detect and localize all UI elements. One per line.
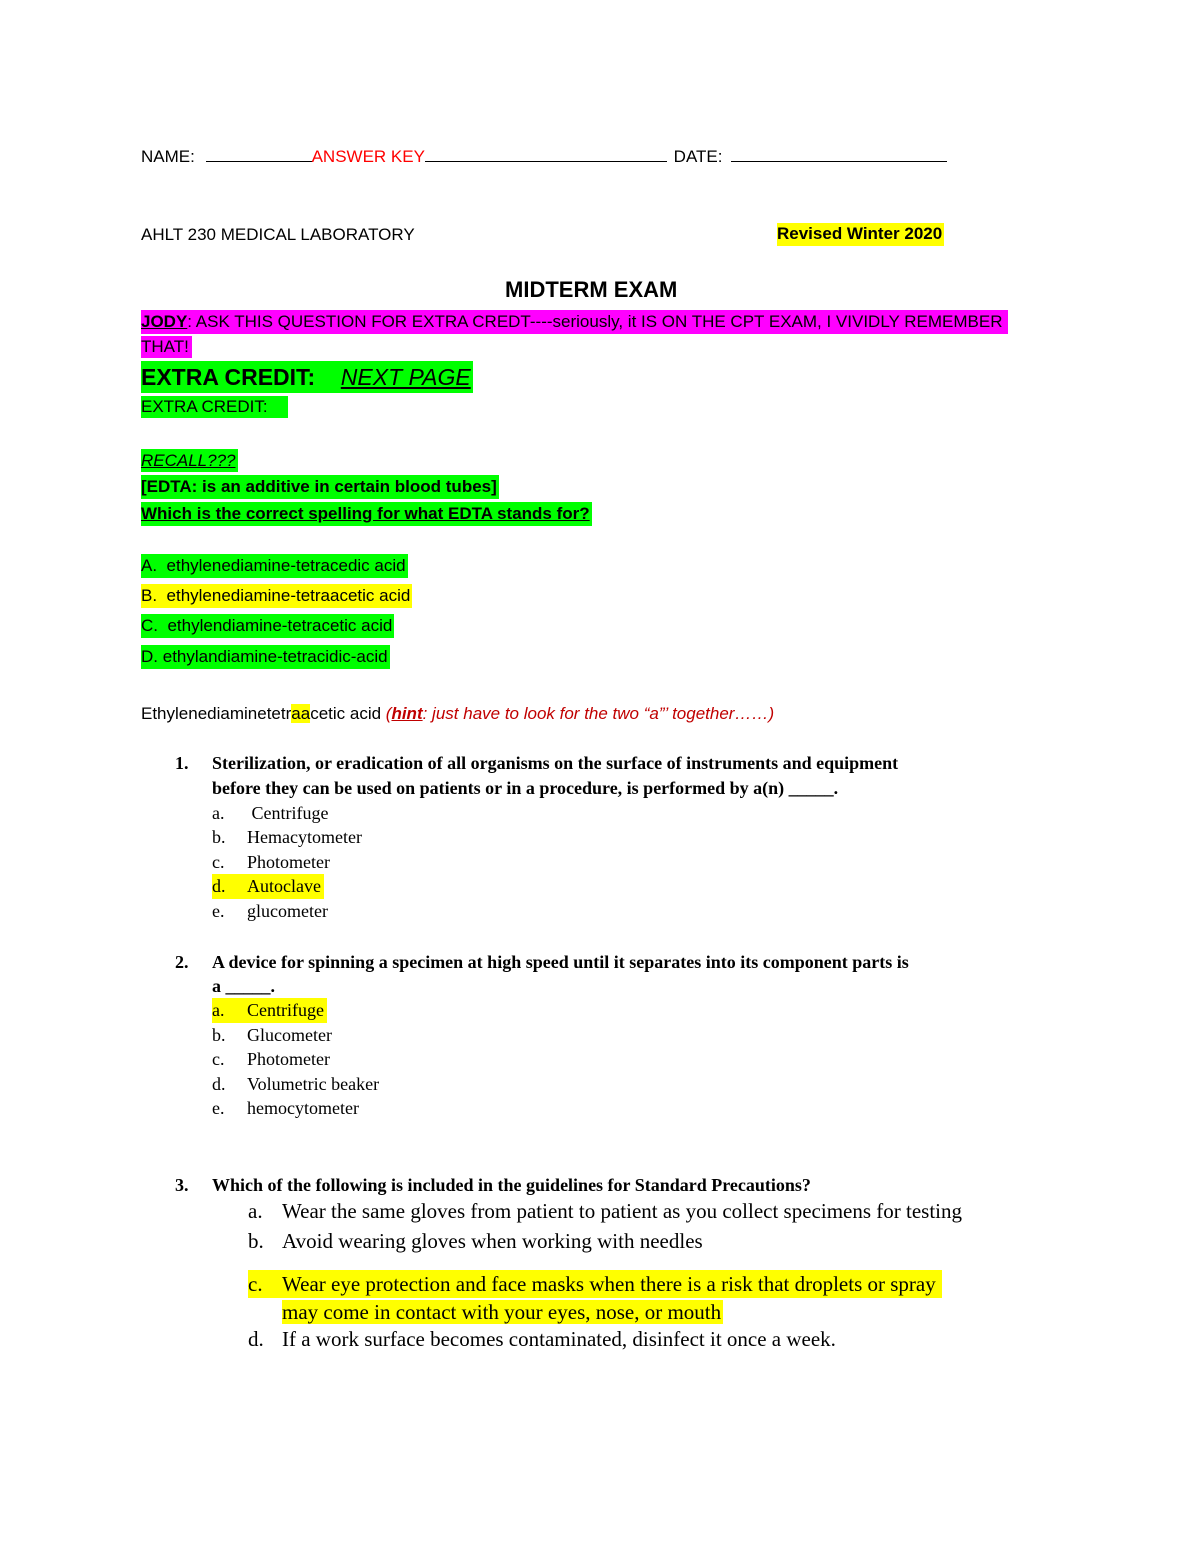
option-text: Avoid wearing gloves when working with needles	[282, 1229, 703, 1253]
option-text: ethylandiamine-tetracidic-acid	[162, 647, 388, 666]
hint-text: : just have to look for the two “a”’ together……)	[422, 704, 775, 723]
option-letter: A.	[141, 556, 158, 575]
extra-credit-heading	[141, 361, 473, 393]
revised-label: Revised Winter 2020	[777, 223, 944, 246]
hint-open: (	[385, 704, 392, 723]
name-date-line	[141, 147, 947, 167]
q3-option-c	[248, 1270, 942, 1298]
option-letter: B.	[141, 586, 158, 605]
option-text: ethylenediamine-tetraacetic acid	[166, 586, 411, 605]
option-letter: a.	[248, 1199, 263, 1223]
option-text: Wear the same gloves from patient to patient as you collect specimens for testing	[282, 1199, 963, 1223]
question-3-number: 3.	[175, 1175, 189, 1195]
q2-option-b	[212, 1023, 332, 1048]
question-3-line1: Which of the following is included in the guidelines for Standard Precautions?	[212, 1175, 811, 1195]
option-text: If a work surface becomes contaminated, disinfect it once a week.	[282, 1327, 836, 1351]
q3-option-d	[248, 1325, 836, 1353]
question-1-line1: Sterilization, or eradication of all organisms on the surface of instruments and equipment	[212, 753, 899, 773]
option-text: Photometer	[247, 852, 330, 872]
note-jody: JODY	[141, 312, 188, 331]
option-text: ethylenediamine-tetracedic acid	[166, 556, 406, 575]
option-text: Glucometer	[247, 1025, 332, 1045]
q2-option-a	[212, 998, 327, 1023]
option-letter: e.	[212, 1098, 225, 1118]
name-blank-right	[425, 147, 667, 162]
answer-highlight: aa	[291, 704, 311, 723]
option-text: Autoclave	[247, 876, 321, 896]
date-label: DATE:	[673, 147, 723, 166]
option-text: Volumetric beaker	[247, 1074, 380, 1094]
option-letter: c.	[248, 1272, 263, 1296]
q2-option-d	[212, 1072, 379, 1097]
option-letter: d.	[248, 1327, 264, 1351]
q1-option-e	[212, 899, 328, 924]
edta-option-b	[141, 584, 412, 608]
q1-option-c	[212, 850, 330, 875]
date-blank	[731, 147, 947, 162]
instructor-note-line1	[141, 310, 1008, 334]
option-letter: D.	[141, 647, 158, 666]
extra-credit-small-label: EXTRA CREDIT:	[141, 396, 288, 418]
q3-option-c-continued	[248, 1298, 723, 1326]
option-text: Photometer	[247, 1049, 330, 1069]
option-letter: b.	[212, 827, 226, 847]
q2-option-e	[212, 1096, 359, 1121]
option-letter: b.	[248, 1229, 264, 1253]
answer-post: cetic acid	[310, 704, 386, 723]
edta-option-d	[141, 645, 390, 669]
option-letter: a.	[212, 1000, 225, 1020]
option-text: Centrifuge	[247, 803, 329, 823]
option-letter: d.	[212, 1074, 226, 1094]
hint-word: hint	[391, 704, 423, 723]
edta-question: Which is the correct spelling for what EDTA stands for?	[141, 502, 592, 526]
question-2-number: 2.	[175, 952, 189, 972]
q1-option-d	[212, 874, 324, 899]
question-1-number: 1.	[175, 753, 189, 773]
question-2-line1: A device for spinning a specimen at high speed until it separates into its component parts is	[212, 952, 909, 972]
option-letter: b.	[212, 1025, 226, 1045]
q3-option-b	[248, 1227, 703, 1255]
edta-answer	[141, 702, 774, 726]
option-letter: e.	[212, 901, 225, 921]
option-letter: c.	[212, 852, 225, 872]
name-label: NAME:	[141, 147, 195, 166]
option-text: hemocytometer	[247, 1098, 359, 1118]
course-title: AHLT 230 MEDICAL LABORATORY	[141, 225, 415, 244]
question-1-line2: before they can be used on patients or in a procedure, is performed by a(n) _____.	[212, 778, 839, 798]
q2-option-c	[212, 1047, 330, 1072]
page-title: MIDTERM EXAM	[505, 277, 678, 302]
name-value: ANSWER KEY	[311, 147, 425, 166]
option-text: glucometer	[247, 901, 328, 921]
option-letter: c.	[212, 1049, 225, 1069]
extra-credit-big-label: EXTRA CREDIT:	[141, 364, 316, 390]
option-letter: C.	[141, 616, 158, 635]
q3-option-a	[248, 1197, 962, 1225]
option-text: ethylendiamine-tetracetic acid	[167, 616, 393, 635]
option-letter: a.	[212, 803, 225, 823]
recall-label: RECALL???	[141, 451, 236, 470]
name-blank-left	[206, 147, 312, 162]
option-text: may come in contact with your eyes, nose, or mouth	[282, 1300, 722, 1324]
option-text: Centrifuge	[247, 1000, 324, 1020]
edta-note: [EDTA: is an additive in certain blood tubes]	[141, 475, 499, 499]
edta-option-a	[141, 554, 408, 578]
q1-option-b	[212, 825, 362, 850]
note-text: : ASK THIS QUESTION FOR EXTRA CREDT----seriously, it IS ON THE CPT EXAM, I VIVIDLY REMEMBER	[187, 312, 1003, 331]
q1-option-a	[212, 801, 328, 826]
answer-pre: Ethylenediaminetetr	[141, 704, 292, 723]
next-page-link: NEXT PAGE	[340, 364, 471, 390]
option-text: Wear eye protection and face masks when there is a risk that droplets or spray	[282, 1272, 936, 1296]
question-2-line2: a _____.	[212, 976, 275, 996]
instructor-note-line2: THAT!	[141, 336, 192, 358]
edta-option-c	[141, 614, 394, 638]
option-text: Hemacytometer	[247, 827, 362, 847]
option-letter: d.	[212, 876, 226, 896]
